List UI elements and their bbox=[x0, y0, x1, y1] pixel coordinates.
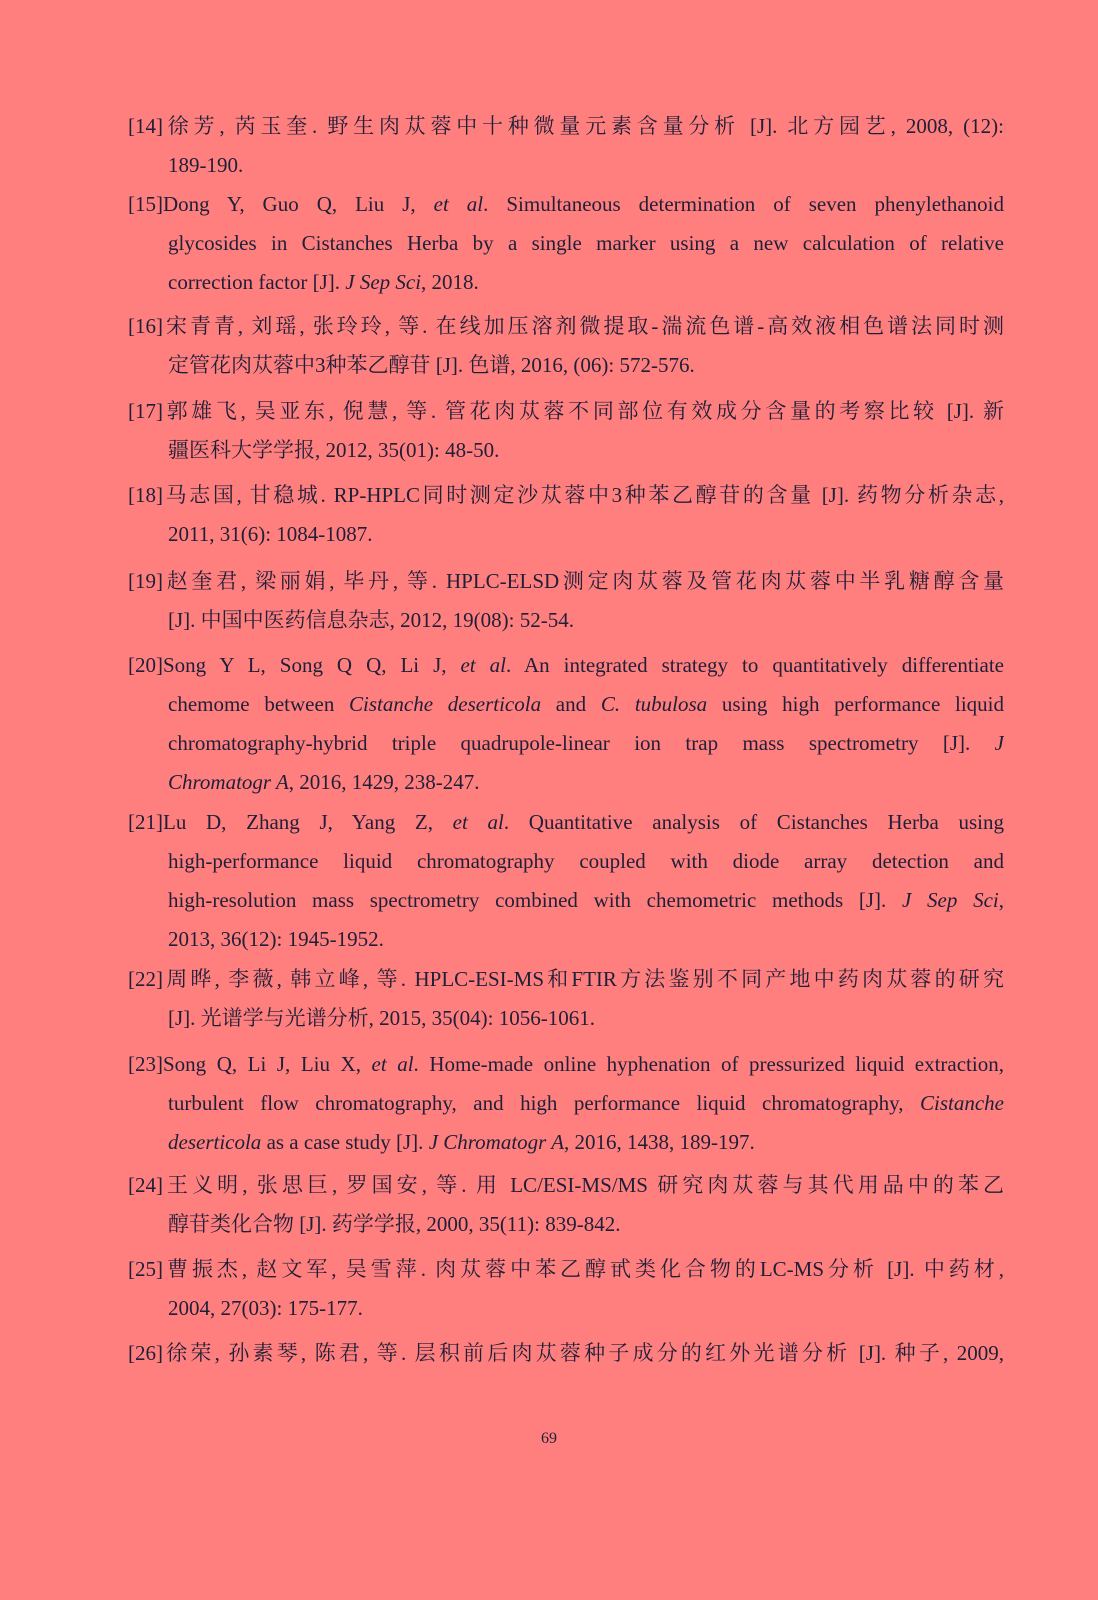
reference-text: 郭雄飞, 吴亚东, 倪慧, 等. 管花肉苁蓉不同部位有效成分含量的考察比较 [J]. 新 bbox=[163, 399, 1004, 423]
reference-text: 徐荣, 孙素琴, 陈君, 等. 层积前后肉苁蓉种子成分的红外光谱分析 [J]. 种子, 2009, bbox=[163, 1341, 1004, 1365]
reference-text: 徐芳, 芮玉奎. 野生肉苁蓉中十种微量元素含量分析 [J]. 北方园艺, 2008, (12): bbox=[163, 114, 1004, 138]
reference-continuation-line bbox=[168, 268, 1004, 296]
reference-continuation-line bbox=[168, 886, 1004, 914]
reference-italic-text: J Chromatogr A bbox=[428, 1130, 565, 1154]
reference-first-line bbox=[128, 190, 1004, 218]
reference-number: [25] bbox=[128, 1257, 163, 1281]
reference-text: 189-190. bbox=[168, 153, 244, 177]
reference-continuation-line bbox=[168, 436, 1004, 464]
reference-number: [24] bbox=[128, 1173, 163, 1197]
reference-text: [J]. 光谱学与光谱分析, 2015, 35(04): 1056-1061. bbox=[168, 1006, 595, 1030]
reference-text: as a case study [J]. bbox=[261, 1130, 429, 1154]
reference-text: Song Q, Li J, Liu X, bbox=[163, 1052, 372, 1076]
reference-italic-text: deserticola bbox=[168, 1130, 262, 1154]
reference-number: [18] bbox=[128, 483, 163, 507]
reference-text: . Simultaneous determination of seven phenylethanoid bbox=[483, 192, 1004, 216]
reference-continuation-line bbox=[168, 229, 1004, 257]
reference-text: turbulent flow chromatography, and high performance liquid chromatography, bbox=[168, 1091, 920, 1115]
reference-text: , bbox=[998, 888, 1004, 912]
reference-continuation-line bbox=[168, 1004, 1004, 1032]
reference-continuation-line bbox=[168, 606, 1004, 634]
reference-italic-text: Chromatogr A bbox=[168, 770, 289, 794]
reference-italic-text: et al bbox=[433, 192, 484, 216]
reference-number: [20] bbox=[128, 653, 163, 677]
reference-text: Song Y L, Song Q Q, Li J, bbox=[163, 653, 461, 677]
reference-first-line bbox=[128, 1171, 1004, 1199]
reference-continuation-line bbox=[168, 729, 1004, 757]
reference-text: 周晔, 李薇, 韩立峰, 等. HPLC-ESI-MS和FTIR方法鉴别不同产地中药肉苁蓉的研究 bbox=[163, 967, 1004, 991]
reference-text: high-performance liquid chromatography coupled with diode array detection and bbox=[168, 849, 1004, 873]
reference-first-line bbox=[128, 397, 1004, 425]
page-number: 69 bbox=[541, 1430, 557, 1447]
reference-text: 曹振杰, 赵文军, 吴雪萍. 肉苁蓉中苯乙醇甙类化合物的LC-MS分析 [J]. 中药材, bbox=[163, 1257, 1004, 1281]
reference-text: high-resolution mass spectrometry combined with chemometric methods [J]. bbox=[168, 888, 903, 912]
reference-number: [21] bbox=[128, 810, 163, 834]
reference-continuation-line bbox=[168, 690, 1004, 718]
reference-text: 马志国, 甘稳城. RP-HPLC同时测定沙苁蓉中3种苯乙醇苷的含量 [J]. 药物分析杂志, bbox=[163, 483, 1004, 507]
reference-italic-text: J bbox=[994, 731, 1004, 755]
reference-continuation-line bbox=[168, 1128, 1004, 1156]
reference-italic-text: Cistanche deserticola bbox=[349, 692, 542, 716]
reference-text: 醇苷类化合物 [J]. 药学学报, 2000, 35(11): 839-842. bbox=[168, 1212, 621, 1236]
reference-text: 赵奎君, 梁丽娟, 毕丹, 等. HPLC-ELSD测定肉苁蓉及管花肉苁蓉中半乳糖醇含量 bbox=[163, 569, 1004, 593]
reference-text: , 2016, 1429, 238-247. bbox=[288, 770, 480, 794]
reference-text: . Quantitative analysis of Cistanches Herba using bbox=[503, 810, 1004, 834]
reference-first-line bbox=[128, 651, 1004, 679]
reference-continuation-line bbox=[168, 847, 1004, 875]
reference-first-line bbox=[128, 808, 1004, 836]
reference-italic-text: C. tubulosa bbox=[600, 692, 708, 716]
reference-number: [17] bbox=[128, 399, 163, 423]
reference-text: chromatography-hybrid triple quadrupole-linear ion trap mass spectrometry [J]. bbox=[168, 731, 995, 755]
reference-text: chemome between bbox=[168, 692, 350, 716]
reference-text: . Home-made online hyphenation of pressurized liquid extraction, bbox=[413, 1052, 1004, 1076]
reference-continuation-line bbox=[168, 768, 1004, 796]
reference-number: [26] bbox=[128, 1341, 163, 1365]
reference-first-line bbox=[128, 312, 1004, 340]
reference-italic-text: J Sep Sci bbox=[902, 888, 999, 912]
reference-text: 疆医科大学学报, 2012, 35(01): 48-50. bbox=[168, 438, 500, 462]
reference-first-line bbox=[128, 1050, 1004, 1078]
reference-text: 定管花肉苁蓉中3种苯乙醇苷 [J]. 色谱, 2016, (06): 572-576. bbox=[168, 353, 695, 377]
reference-continuation-line bbox=[168, 1294, 1004, 1322]
reference-number: [14] bbox=[128, 114, 163, 138]
reference-text: . An integrated strategy to quantitatively differentiate bbox=[505, 653, 1004, 677]
reference-italic-text: J Sep Sci bbox=[345, 270, 422, 294]
reference-number: [22] bbox=[128, 967, 163, 991]
reference-number: [15] bbox=[128, 192, 163, 216]
reference-number: [23] bbox=[128, 1052, 163, 1076]
reference-first-line bbox=[128, 965, 1004, 993]
reference-text: 2004, 27(03): 175-177. bbox=[168, 1296, 363, 1320]
reference-number: [16] bbox=[128, 314, 163, 338]
reference-text: using high performance liquid bbox=[707, 692, 1004, 716]
reference-text: Dong Y, Guo Q, Liu J, bbox=[163, 192, 434, 216]
reference-italic-text: et al bbox=[460, 653, 506, 677]
reference-text: 宋青青, 刘瑶, 张玲玲, 等. 在线加压溶剂微提取-湍流色谱-高效液相色谱法同时测 bbox=[163, 314, 1004, 338]
reference-italic-text: Cistanche bbox=[920, 1091, 1004, 1115]
reference-text: , 2016, 1438, 189-197. bbox=[564, 1130, 755, 1154]
reference-continuation-line bbox=[168, 1210, 1004, 1238]
reference-text: 2013, 36(12): 1945-1952. bbox=[168, 927, 384, 951]
reference-first-line bbox=[128, 1255, 1004, 1283]
reference-first-line bbox=[128, 1339, 1004, 1367]
reference-text: and bbox=[541, 692, 601, 716]
reference-text: , 2018. bbox=[421, 270, 479, 294]
reference-continuation-line bbox=[168, 351, 1004, 379]
reference-text: Lu D, Zhang J, Yang Z, bbox=[163, 810, 453, 834]
reference-continuation-line bbox=[168, 520, 1004, 548]
reference-first-line bbox=[128, 567, 1004, 595]
reference-text: 王义明, 张思巨, 罗国安, 等. 用 LC/ESI-MS/MS 研究肉苁蓉与其代用品中的苯乙 bbox=[163, 1173, 1004, 1197]
reference-text: [J]. 中国中医药信息杂志, 2012, 19(08): 52-54. bbox=[168, 608, 574, 632]
reference-first-line bbox=[128, 481, 1004, 509]
reference-text: correction factor [J]. bbox=[168, 270, 346, 294]
reference-first-line bbox=[128, 112, 1004, 140]
reference-italic-text: et al bbox=[371, 1052, 414, 1076]
reference-italic-text: et al bbox=[452, 810, 504, 834]
reference-continuation-line bbox=[168, 1089, 1004, 1117]
reference-continuation-line bbox=[168, 925, 1004, 953]
reference-continuation-line bbox=[168, 151, 1004, 179]
reference-number: [19] bbox=[128, 569, 163, 593]
reference-text: glycosides in Cistanches Herba by a single marker using a new calculation of relative bbox=[168, 231, 1004, 255]
reference-text: 2011, 31(6): 1084-1087. bbox=[168, 522, 373, 546]
